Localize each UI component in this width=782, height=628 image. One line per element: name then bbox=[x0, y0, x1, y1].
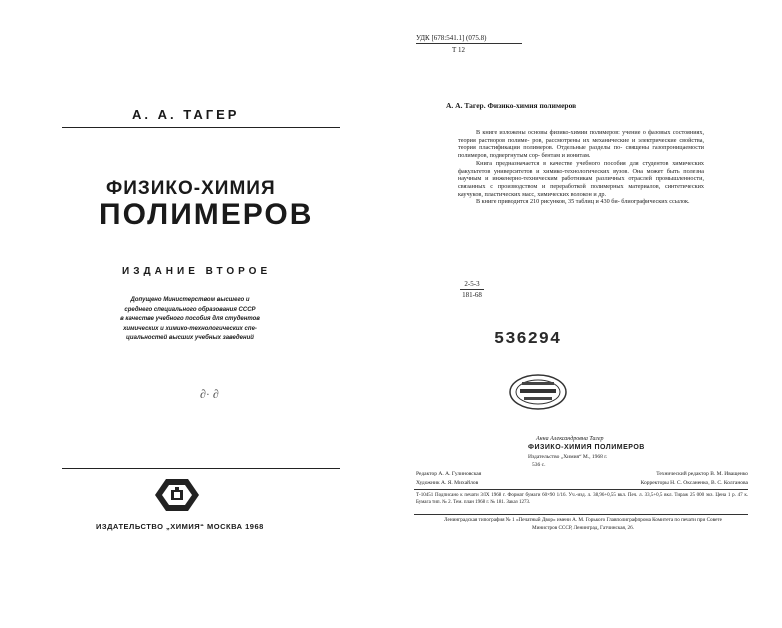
imprint-title: ФИЗИКО-ХИМИЯ ПОЛИМЕРОВ bbox=[528, 444, 645, 451]
approval-line: циальностей высших учебных заведений bbox=[126, 335, 254, 341]
abstract bbox=[458, 129, 704, 206]
approval-line: среднего специального образования СССР bbox=[124, 306, 256, 313]
approval-note bbox=[90, 296, 290, 344]
approval-line: в качестве учебного пособия для студентов bbox=[120, 316, 260, 322]
printer-info: Ленинградская типография № 1 «Печатный Двор» имени А. М. Горького Главполиграфпрома Комитета по печати при Совете Министров СССР, Ленинград, Гатчинская, 26. bbox=[444, 517, 722, 531]
udk-code: УДК [678:541.1] (075.8) bbox=[416, 34, 487, 42]
book-title-line1: ФИЗИКО-ХИМИЯ bbox=[106, 178, 276, 199]
imprint-publisher: Издательство „Химия“ М., 1968 г. bbox=[528, 454, 608, 460]
divider bbox=[414, 514, 748, 515]
credits-right bbox=[578, 470, 748, 488]
credit-line: Редактор А. А. Гулиновская bbox=[416, 471, 482, 477]
edition-label: ИЗДАНИЕ ВТОРОЕ bbox=[122, 266, 272, 277]
fraction-bottom: 181-68 bbox=[462, 291, 482, 299]
abstract-paragraph: В книге изложены основы физико-химии полимеров: учение о фазовых состояниях, теория растворов полиме- ров, рассмотрены их механические и электрические свойства, теория пластификации полимеров. Отдельные разделы по- священы газопроницаемости полимеров, подвергнутым сор- бентам и ионитам. bbox=[458, 129, 704, 160]
print-specs: Т-10451 Подписано к печати 3/IX 1968 г. Формат бумаги 60×90 1/16. Уч.-изд. л. 38,96+0,55 вкл. Печ. л. 33,5+0,5 вкл. Тираж 25 000 экз. Цена 1 р. 47 к. Бумага тип. № 2. Тем. план 1968 г. № 181. Заказ 1273. bbox=[416, 493, 748, 505]
publisher-logo-icon bbox=[154, 478, 200, 512]
book-title-line2: ПОЛИМЕРОВ bbox=[99, 198, 314, 231]
catalog-fraction bbox=[460, 280, 484, 299]
credit-line: Художник А. Я. Михайлов bbox=[416, 480, 479, 486]
divider bbox=[414, 489, 748, 490]
abstract-paragraph: Книга предназначается в качестве учебного пособия для студентов химических факультетов университетов и химико-технологических вузов. Она может быть полезна научным и инженерно-техническим работникам различных отраслей промышленности, связанных с производством и переработкой полимерных материалов, синтетических каучуков, пластических масс, химических волокон и др. bbox=[458, 159, 704, 198]
credit-line: Корректоры Н. С. Оксаненко, В. С. Колганова bbox=[640, 480, 748, 486]
imprint-author: Анна Александровна Тагер bbox=[536, 436, 604, 442]
imprint-pages: 536 с. bbox=[532, 462, 546, 468]
approval-line: химических и химико-технологических спе- bbox=[123, 325, 257, 332]
approval-line: Допущено Министерством высшего и bbox=[130, 297, 250, 303]
catalog-code: Т 12 bbox=[452, 46, 466, 54]
bottom-rule bbox=[62, 468, 340, 469]
credits-left bbox=[416, 470, 481, 488]
udk-rule bbox=[416, 43, 522, 44]
author-name: А. А. ТАГЕР bbox=[132, 107, 240, 122]
publisher-line: ИЗДАТЕЛЬСТВО „ХИМИЯ“ МОСКВА 1968 bbox=[96, 522, 264, 531]
page-header: А. А. Тагер. Физико-химия полимеров bbox=[446, 101, 577, 110]
top-rule bbox=[62, 127, 340, 128]
library-stamp-icon bbox=[508, 372, 568, 412]
inventory-number: 536294 bbox=[494, 330, 562, 349]
credit-line: Технический редактор В. М. Иващенко bbox=[656, 471, 748, 477]
fraction-top: 2-5-3 bbox=[464, 280, 480, 288]
abstract-paragraph: В книге приводится 210 рисунков, 35 таблиц и 430 би- блиографических ссылок. bbox=[476, 198, 690, 206]
handwritten-mark: ∂· ∂ bbox=[200, 387, 219, 401]
